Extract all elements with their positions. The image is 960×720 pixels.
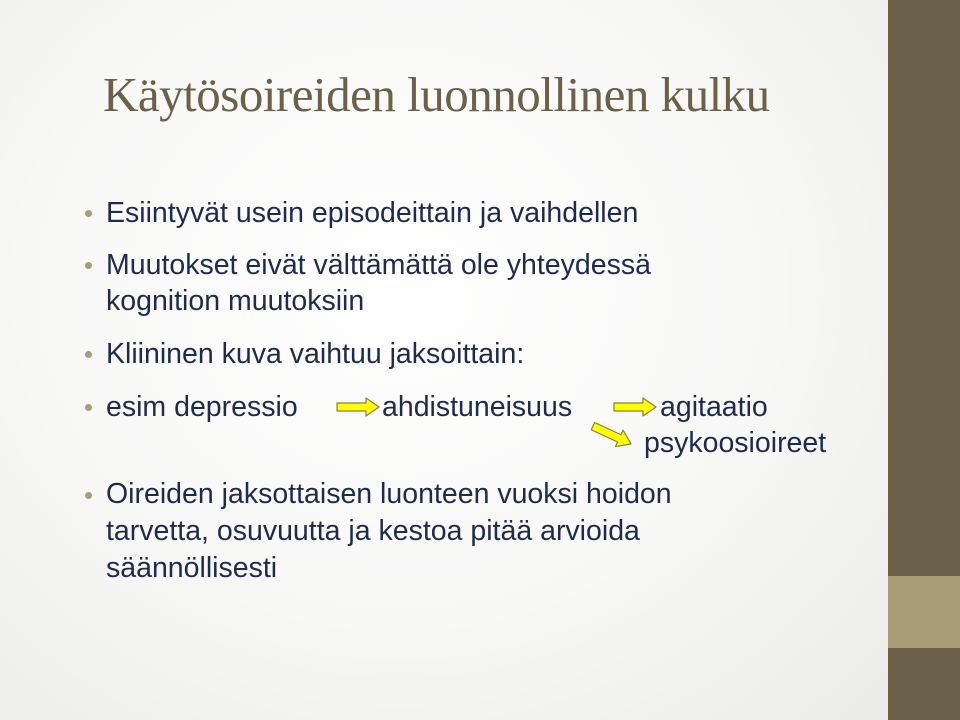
symptom-psykoosioireet: psykoosioireet [644, 427, 827, 459]
symptom-depressio: esim depressio [106, 391, 298, 423]
bullet-text: Oireiden jaksottaisen luonteen vuoksi hoidon [106, 478, 672, 510]
sidebar-decoration-middle [888, 576, 960, 648]
block-arrow-right-icon [613, 397, 657, 417]
sidebar-decoration-bottom [888, 648, 960, 720]
bullet-dot-icon [85, 351, 92, 358]
bullet-dot-icon [85, 210, 92, 217]
bullet-dot-icon [85, 404, 92, 411]
symptom-ahdistuneisuus: ahdistuneisuus [382, 391, 573, 423]
bullet-text: Muutokset eivät välttämättä ole yhteydessä [106, 249, 651, 281]
sidebar-decoration-top [888, 0, 960, 576]
bullet-text: Kliininen kuva vaihtuu jaksoittain: [106, 338, 525, 370]
symptom-agitaatio: agitaatio [660, 391, 768, 423]
bullet-text-continuation: tarvetta, osuvuutta ja kestoa pitää arvioida [106, 515, 640, 547]
bullet-text-continuation: kognition muutoksiin [106, 285, 365, 317]
bullet-text: Esiintyvät usein episodeittain ja vaihdellen [106, 197, 639, 229]
bullet-dot-icon [85, 262, 92, 269]
block-arrow-right-icon [336, 397, 380, 417]
slide-title: Käytösoireiden luonnollinen kulku [103, 67, 770, 122]
bullet-text-continuation: säännöllisesti [106, 552, 278, 584]
bullet-dot-icon [85, 492, 92, 499]
